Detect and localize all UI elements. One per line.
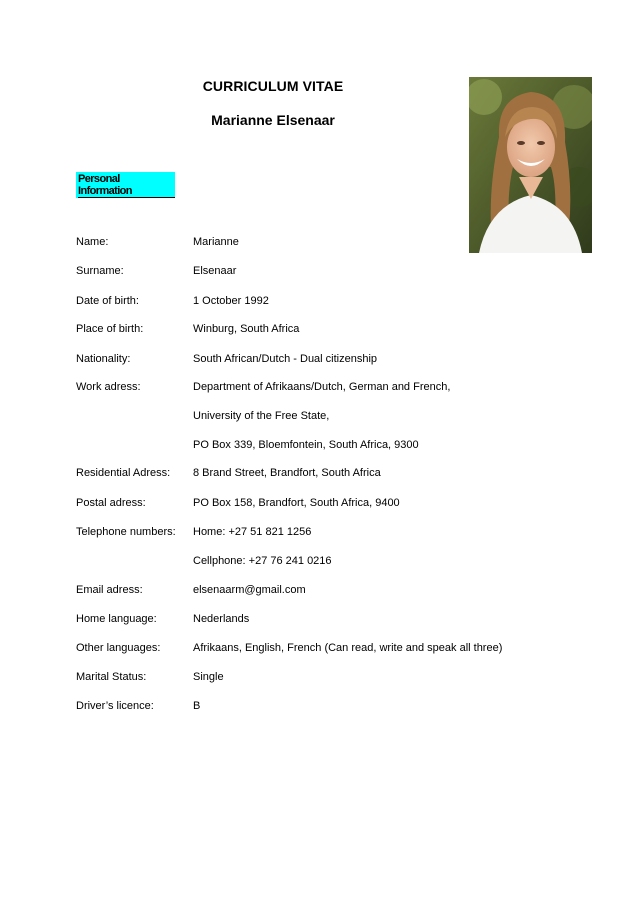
info-label: Email adress: bbox=[76, 584, 143, 596]
cv-person-name: Marianne Elsenaar bbox=[211, 112, 335, 128]
info-value: Home: +27 51 821 1256 bbox=[193, 526, 312, 538]
info-label: Other languages: bbox=[76, 642, 161, 654]
info-value: Single bbox=[193, 671, 224, 683]
info-label: Work adress: bbox=[76, 381, 141, 393]
info-label: Postal adress: bbox=[76, 497, 146, 509]
info-label: Residential Adress: bbox=[76, 467, 171, 479]
info-value: Department of Afrikaans/Dutch, German and French, bbox=[193, 381, 451, 393]
info-value: Elsenaar bbox=[193, 265, 237, 277]
info-value: University of the Free State, bbox=[193, 410, 330, 422]
info-label: Surname: bbox=[76, 265, 124, 277]
section-heading-label: Personal Information bbox=[78, 173, 175, 198]
info-value: B bbox=[193, 700, 201, 712]
info-label: Marital Status: bbox=[76, 671, 147, 683]
info-label: Driver’s licence: bbox=[76, 700, 154, 712]
info-value: 1 October 1992 bbox=[193, 295, 269, 307]
info-label: Date of birth: bbox=[76, 295, 139, 307]
section-heading-personal-information bbox=[76, 172, 175, 198]
info-value: Nederlands bbox=[193, 613, 250, 625]
cv-title: CURRICULUM VITAE bbox=[202, 78, 344, 94]
info-value: PO Box 339, Bloemfontein, South Africa, 9300 bbox=[193, 439, 419, 451]
info-label: Nationality: bbox=[76, 353, 131, 365]
info-value: elsenaarm@gmail.com bbox=[193, 584, 306, 596]
info-value: Cellphone: +27 76 241 0216 bbox=[193, 555, 332, 567]
info-label: Home language: bbox=[76, 613, 157, 625]
info-value: Afrikaans, English, French (Can read, write and speak all three) bbox=[193, 642, 503, 654]
profile-photo bbox=[469, 77, 592, 253]
info-label: Place of birth: bbox=[76, 323, 144, 335]
info-value: PO Box 158, Brandfort, South Africa, 9400 bbox=[193, 497, 400, 509]
info-value: Marianne bbox=[193, 236, 239, 248]
info-label: Name: bbox=[76, 236, 109, 248]
info-label: Telephone numbers: bbox=[76, 526, 176, 538]
info-value: South African/Dutch - Dual citizenship bbox=[193, 353, 378, 365]
info-value: 8 Brand Street, Brandfort, South Africa bbox=[193, 467, 381, 479]
info-value: Winburg, South Africa bbox=[193, 323, 300, 335]
